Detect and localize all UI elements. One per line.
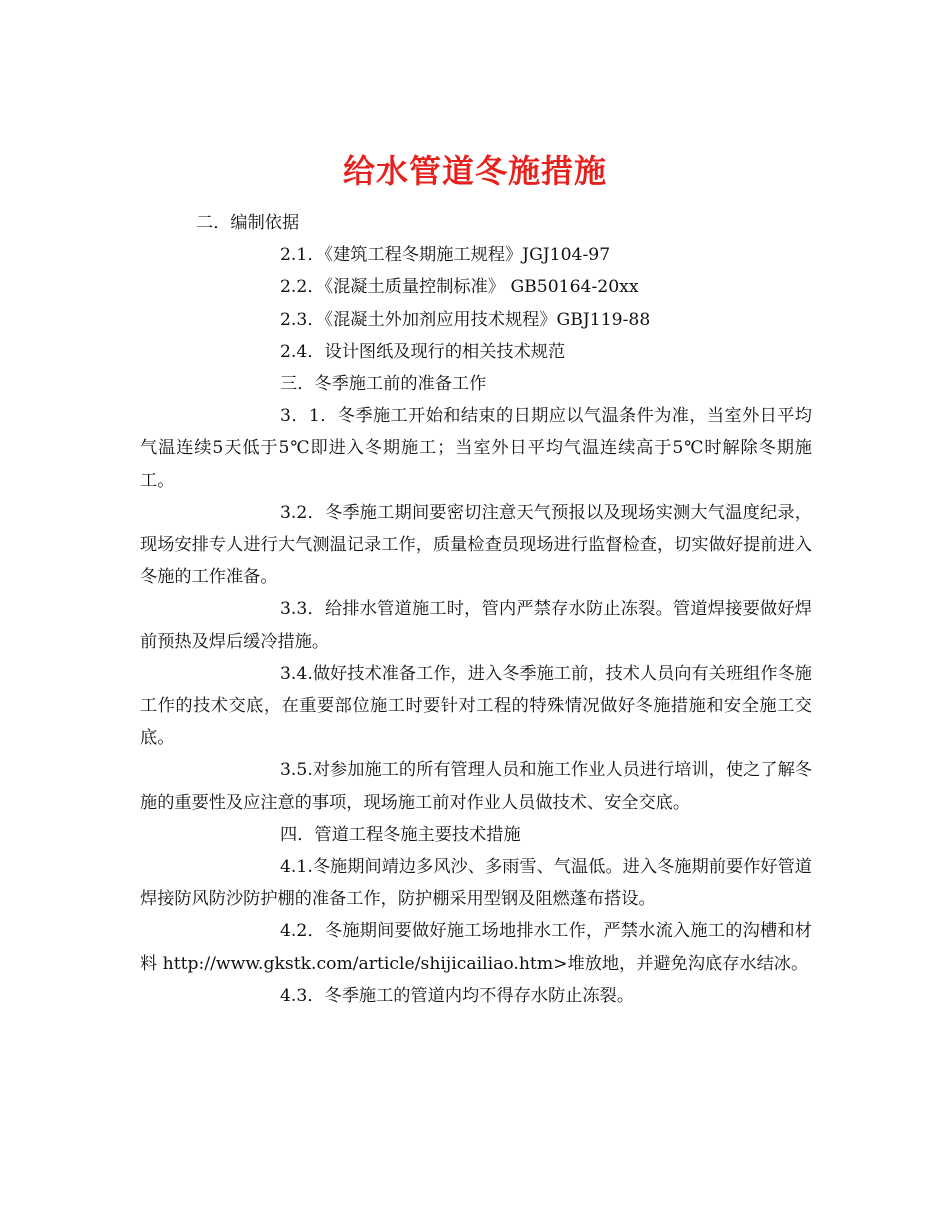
paragraph: 3.5.对参加施工的所有管理人员和施工作业人员进行培训，使之了解冬施的重要性及应注意的事项，现场施工前对作业人员做技术、安全交底。 bbox=[140, 760, 812, 813]
paragraph: 4.1.冬施期间靖边多风沙、多雨雪、气温低。进入冬施期前要作好管道焊接防风防沙防护棚的准备工作，防护棚采用型钢及阻燃蓬布搭设。 bbox=[140, 857, 812, 910]
document-title: 给水管道冬施措施 bbox=[342, 152, 607, 191]
paragraph: 3．1．冬季施工开始和结束的日期应以气温条件为准，当室外日平均气温连续5天低于5℃即进入冬期施工；当室外日平均气温连续高于5℃时解除冬期施工。 bbox=[140, 406, 812, 491]
paragraph: 3.2．冬季施工期间要密切注意天气预报以及现场实测大气温度纪录，现场安排专人进行大气测温记录工作，质量检查员现场进行监督检查，切实做好提前进入冬施的工作准备。 bbox=[140, 502, 812, 588]
paragraph: 4.2．冬施期间要做好施工场地排水工作，严禁水流入施工的沟槽和材料 http://www.gkstk.com/article/shijicailiao.htm>堆放地，并避免沟底存水结冰。 bbox=[140, 921, 812, 974]
paragraph: 3.4.做好技术准备工作，进入冬季施工前，技术人员向有关班组作冬施工作的技术交底，在重要部位施工时要针对工程的特殊情况做好冬施措施和安全施工交底。 bbox=[140, 663, 812, 749]
section-heading-winter-preparation: 三．冬季施工前的准备工作 bbox=[280, 374, 487, 395]
section-heading-compile-basis: 二．编制依据 bbox=[196, 213, 300, 233]
document-body bbox=[140, 207, 812, 1012]
reference-item: 2.1．《建筑工程冬期施工规程》JGJ104-97 bbox=[280, 245, 611, 266]
reference-item: 2.4．设计图纸及现行的相关技术规范 bbox=[280, 341, 566, 362]
section-heading-technical-measures: 四．管道工程冬施主要技术措施 bbox=[280, 824, 521, 845]
paragraph: 4.3．冬季施工的管道内均不得存水防止冻裂。 bbox=[280, 985, 634, 1006]
paragraph: 3.3．给排水管道施工时，管内严禁存水防止冻裂。管道焊接要做好焊前预热及焊后缓冷措施。 bbox=[140, 599, 812, 652]
reference-item: 2.3．《混凝土外加剂应用技术规程》GBJ119-88 bbox=[280, 309, 651, 330]
reference-item: 2.2．《混凝土质量控制标准》 GB50164-20xx bbox=[280, 277, 639, 298]
